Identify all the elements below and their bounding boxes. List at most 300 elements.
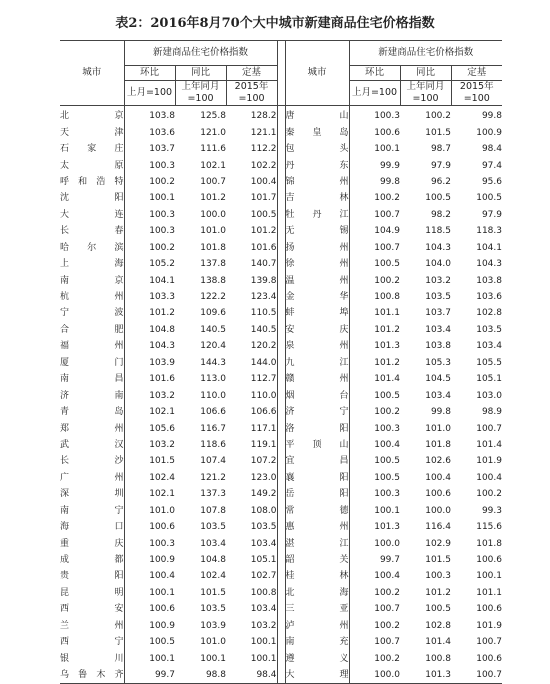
fixed-value: 115.6: [476, 522, 502, 533]
mom-value: 100.9: [149, 555, 175, 566]
city-name: 北海: [285, 585, 349, 601]
table-row: [60, 256, 502, 272]
yoy-value: 103.4: [425, 324, 451, 335]
yoy-value: 137.8: [200, 259, 226, 270]
mom-value: 103.7: [149, 144, 175, 155]
table-row: [60, 322, 502, 338]
fixed-value: 100.6: [476, 604, 502, 615]
yoy-value: 98.2: [430, 209, 451, 220]
city-name: 昆明: [60, 585, 124, 601]
fixed-value: 149.2: [250, 489, 277, 500]
city-name: 遵义: [285, 650, 349, 666]
fixed-value: 102.7: [250, 571, 277, 582]
yoy-value: 144.3: [200, 357, 226, 368]
city-name: 杭州: [60, 289, 124, 305]
yoy-value: 120.4: [200, 341, 226, 352]
column-gap: [277, 124, 285, 140]
mom-header-right: 环比: [349, 66, 400, 81]
fixed-value: 112.2: [250, 144, 277, 155]
fixed-value: 104.3: [476, 259, 502, 270]
mom-value: 102.1: [149, 407, 175, 418]
yoy-value: 101.0: [200, 226, 226, 237]
mom-value: 103.6: [149, 127, 175, 138]
yoy-value: 98.8: [175, 667, 226, 684]
table-row: [60, 272, 502, 288]
fixed-value: 104.1: [476, 242, 502, 253]
fixed-value: 100.1: [250, 653, 277, 664]
mom-value: 100.1: [149, 193, 175, 204]
table-row: [60, 157, 502, 173]
yoy-value: 103.4: [200, 538, 226, 549]
yoy-value: 101.2: [425, 587, 451, 598]
fixed-value: 106.6: [250, 407, 277, 418]
fixed-value: 101.1: [476, 587, 502, 598]
city-name: 九江: [285, 355, 349, 371]
column-gap: [277, 667, 285, 684]
city-header-right: 城市: [285, 41, 349, 106]
city-name: 宜昌: [285, 453, 349, 469]
mom-value: 100.0: [349, 667, 400, 684]
mom-value: 100.5: [374, 390, 400, 401]
city-name: 温州: [285, 272, 349, 288]
fixed-value: 98.9: [481, 407, 502, 418]
city-name: 呼和浩特: [60, 174, 124, 190]
column-gap: [277, 305, 285, 321]
yoy-value: 110.0: [200, 390, 226, 401]
city-name: 海口: [60, 519, 124, 535]
city-name: 烟台: [285, 387, 349, 403]
city-name: 大连: [60, 207, 124, 223]
table-row: [60, 207, 502, 223]
mom-value: 104.3: [149, 341, 175, 352]
column-gap: [277, 41, 285, 106]
mom-value: 99.9: [379, 160, 400, 171]
fixed-value: 95.6: [481, 176, 502, 187]
city-name: 西宁: [60, 634, 124, 650]
yoy-value: 100.5: [425, 193, 451, 204]
column-gap: [277, 272, 285, 288]
column-gap: [277, 223, 285, 239]
city-name: 金华: [285, 289, 349, 305]
yoy-header-left: 同比: [175, 66, 226, 81]
column-gap: [277, 453, 285, 469]
city-name: 徐州: [285, 256, 349, 272]
yoy-value: 107.8: [200, 505, 226, 516]
mom-value: 100.5: [374, 259, 400, 270]
mom-value: 100.3: [374, 489, 400, 500]
fixed-value: 100.6: [476, 555, 502, 566]
fixed-value: 118.3: [476, 226, 502, 237]
fixed-value: 98.4: [226, 667, 277, 684]
mom-value: 103.2: [149, 390, 175, 401]
city-name: 岳阳: [285, 486, 349, 502]
table-row: [60, 503, 502, 519]
fixed-value: 100.2: [476, 489, 502, 500]
mom-value: 100.2: [374, 275, 400, 286]
column-gap: [277, 207, 285, 223]
fixed-value: 100.5: [476, 193, 502, 204]
table-row: [60, 305, 502, 321]
city-name: 洛阳: [285, 420, 349, 436]
yoy-value: 100.1: [200, 653, 226, 664]
city-name: 福州: [60, 338, 124, 354]
yoy-value: 113.0: [200, 374, 226, 385]
table-row: [60, 535, 502, 551]
yoy-value: 101.8: [200, 242, 226, 253]
fixed-value: 110.0: [250, 390, 277, 401]
fixed-value: 100.1: [250, 637, 277, 648]
table-row: [60, 634, 502, 650]
yoy-value: 100.5: [425, 604, 451, 615]
fixed-value: 103.0: [476, 390, 502, 401]
yoy-value: 102.4: [200, 571, 226, 582]
yoy-value: 101.0: [200, 637, 226, 648]
yoy-value: 103.7: [425, 308, 451, 319]
fixed-value: 101.7: [250, 193, 277, 204]
table-row: [60, 240, 502, 256]
mom-value: 100.7: [374, 637, 400, 648]
mom-value: 100.7: [374, 209, 400, 220]
column-gap: [277, 601, 285, 617]
mom-value: 100.7: [374, 604, 400, 615]
yoy-value: 98.7: [430, 144, 451, 155]
yoy-value: 100.0: [425, 505, 451, 516]
mom-value: 101.4: [374, 374, 400, 385]
city-name: 北京: [60, 106, 124, 125]
fixed-value: 103.8: [476, 275, 502, 286]
table-row: [60, 667, 502, 684]
yoy-value: 101.5: [200, 587, 226, 598]
column-gap: [277, 535, 285, 551]
yoy-value: 101.4: [425, 637, 451, 648]
mom-value: 100.3: [149, 160, 175, 171]
city-name: 唐山: [285, 106, 349, 125]
column-gap: [277, 568, 285, 584]
mom-value: 104.8: [149, 324, 175, 335]
fixed-value: 100.7: [451, 667, 502, 684]
fixed-value: 117.1: [250, 423, 277, 434]
mom-value: 100.9: [149, 620, 175, 631]
index-group-header-right: 新建商品住宅价格指数: [349, 41, 502, 66]
yoy-value: 104.3: [425, 242, 451, 253]
mom-value: 101.2: [149, 308, 175, 319]
fixed-value: 100.4: [476, 472, 502, 483]
city-name: 惠州: [285, 519, 349, 535]
table-row: [60, 519, 502, 535]
yoy-value: 111.6: [200, 144, 226, 155]
yoy-value: 118.5: [425, 226, 451, 237]
column-gap: [277, 106, 285, 125]
yoy-value: 99.8: [430, 407, 451, 418]
table-row: [60, 174, 502, 190]
fixed-value: 97.9: [481, 209, 502, 220]
yoy-value: 106.6: [200, 407, 226, 418]
table-row: [60, 371, 502, 387]
mom-value: 103.2: [149, 439, 175, 450]
mom-base-right: 上月=100: [349, 81, 400, 106]
yoy-value: 103.8: [425, 341, 451, 352]
fixed-value: 100.1: [476, 571, 502, 582]
fixed-value: 101.8: [476, 538, 502, 549]
mom-value: 100.1: [149, 653, 175, 664]
mom-value: 100.1: [149, 587, 175, 598]
fixed-value: 100.9: [476, 127, 502, 138]
column-gap: [277, 240, 285, 256]
table-row: [60, 190, 502, 206]
mom-value: 105.2: [149, 259, 175, 270]
mom-value: 100.2: [374, 620, 400, 631]
yoy-value: 121.2: [200, 472, 226, 483]
yoy-value: 103.9: [200, 620, 226, 631]
fixed-value: 100.6: [476, 653, 502, 664]
city-name: 襄阳: [285, 470, 349, 486]
yoy-value: 103.5: [425, 292, 451, 303]
city-name: 平顶山: [285, 437, 349, 453]
yoy-value: 116.4: [425, 522, 451, 533]
yoy-value: 140.5: [200, 324, 226, 335]
fixed-value: 100.8: [250, 587, 277, 598]
mom-value: 100.6: [149, 604, 175, 615]
city-name: 锦州: [285, 174, 349, 190]
mom-base-left: 上月=100: [124, 81, 175, 106]
fixed-value: 123.4: [250, 292, 277, 303]
column-gap: [277, 371, 285, 387]
table-row: [60, 289, 502, 305]
mom-value: 99.8: [379, 176, 400, 187]
fixed-value: 101.9: [476, 456, 502, 467]
mom-value: 100.6: [374, 127, 400, 138]
fixed-value: 103.4: [476, 341, 502, 352]
mom-value: 100.2: [374, 407, 400, 418]
city-name: 桂林: [285, 568, 349, 584]
fixed-value: 99.8: [481, 111, 502, 122]
city-name: 湛江: [285, 535, 349, 551]
city-name: 泸州: [285, 618, 349, 634]
mom-value: 100.2: [149, 176, 175, 187]
fixed-value: 103.4: [250, 538, 277, 549]
table-row: [60, 355, 502, 371]
city-name: 郑州: [60, 420, 124, 436]
yoy-value: 96.2: [430, 176, 451, 187]
yoy-value: 122.2: [200, 292, 226, 303]
table-row: [60, 585, 502, 601]
city-name: 沈阳: [60, 190, 124, 206]
city-name: 成都: [60, 552, 124, 568]
yoy-value: 102.8: [425, 620, 451, 631]
city-name: 南宁: [60, 503, 124, 519]
fixed-value: 105.5: [476, 357, 502, 368]
yoy-value: 102.9: [425, 538, 451, 549]
fixed-value: 103.4: [250, 604, 277, 615]
fixed-value: 105.1: [476, 374, 502, 385]
mom-value: 101.0: [149, 505, 175, 516]
city-name: 青岛: [60, 404, 124, 420]
yoy-value: 103.5: [200, 604, 226, 615]
yoy-value: 121.0: [200, 127, 226, 138]
column-gap: [277, 437, 285, 453]
column-gap: [277, 256, 285, 272]
mom-value: 100.3: [149, 538, 175, 549]
yoy-value: 102.1: [200, 160, 226, 171]
yoy-value: 100.6: [425, 489, 451, 500]
table-row: [60, 404, 502, 420]
fixed-value: 103.2: [250, 620, 277, 631]
fixed-value: 99.3: [481, 505, 502, 516]
table-row: [60, 568, 502, 584]
yoy-value: 104.5: [425, 374, 451, 385]
yoy-value: 100.2: [425, 111, 451, 122]
mom-value: 101.6: [149, 374, 175, 385]
index-group-header-left: 新建商品住宅价格指数: [124, 41, 277, 66]
yoy-base-right: 上年同月=100: [400, 81, 451, 106]
mom-value: 102.4: [149, 472, 175, 483]
table-row: [60, 601, 502, 617]
table-row: [60, 552, 502, 568]
mom-value: 102.1: [149, 489, 175, 500]
mom-value: 101.5: [149, 456, 175, 467]
column-gap: [277, 157, 285, 173]
fixed-value: 105.1: [250, 555, 277, 566]
column-gap: [277, 338, 285, 354]
fixed-value: 140.7: [250, 259, 277, 270]
yoy-value: 101.3: [400, 667, 451, 684]
city-name: 三亚: [285, 601, 349, 617]
mom-value: 100.2: [374, 587, 400, 598]
city-name: 常德: [285, 503, 349, 519]
mom-value: 101.3: [374, 341, 400, 352]
fixed-value: 108.0: [250, 505, 277, 516]
mom-value: 103.3: [149, 292, 175, 303]
table-row: [60, 106, 502, 125]
yoy-value: 97.9: [430, 160, 451, 171]
city-name: 西安: [60, 601, 124, 617]
column-gap: [277, 404, 285, 420]
yoy-value: 107.4: [200, 456, 226, 467]
city-name: 上海: [60, 256, 124, 272]
city-name: 厦门: [60, 355, 124, 371]
column-gap: [277, 470, 285, 486]
city-name: 包头: [285, 141, 349, 157]
fixed-value: 110.5: [250, 308, 277, 319]
column-gap: [277, 420, 285, 436]
mom-value: 100.1: [374, 144, 400, 155]
fixed-value: 102.8: [476, 308, 502, 319]
mom-value: 104.9: [374, 226, 400, 237]
yoy-value: 116.7: [200, 423, 226, 434]
city-name: 合肥: [60, 322, 124, 338]
city-name: 贵阳: [60, 568, 124, 584]
mom-value: 100.3: [374, 423, 400, 434]
city-name: 扬州: [285, 240, 349, 256]
table-row: [60, 141, 502, 157]
fixed-value: 101.6: [250, 242, 277, 253]
yoy-value: 103.5: [200, 522, 226, 533]
city-name: 广州: [60, 470, 124, 486]
column-gap: [277, 141, 285, 157]
city-name: 兰州: [60, 618, 124, 634]
table-row: [60, 618, 502, 634]
mom-value: 100.3: [149, 209, 175, 220]
yoy-value: 104.0: [425, 259, 451, 270]
city-name: 重庆: [60, 535, 124, 551]
city-name: 乌鲁木齐: [60, 667, 124, 684]
mom-value: 101.1: [374, 308, 400, 319]
yoy-value: 100.8: [425, 653, 451, 664]
mom-value: 99.7: [124, 667, 175, 684]
table-row: [60, 387, 502, 403]
city-name: 石家庄: [60, 141, 124, 157]
city-name: 深圳: [60, 486, 124, 502]
table-row: [60, 338, 502, 354]
mom-value: 100.2: [149, 242, 175, 253]
mom-value: 100.5: [149, 637, 175, 648]
city-name: 南昌: [60, 371, 124, 387]
yoy-value: 101.5: [425, 127, 451, 138]
price-index-table: [60, 40, 502, 684]
city-name: 大理: [285, 667, 349, 684]
fixed-value: 100.7: [476, 423, 502, 434]
city-header-left: 城市: [60, 41, 124, 106]
mom-value: 100.1: [374, 505, 400, 516]
column-gap: [277, 289, 285, 305]
city-name: 南充: [285, 634, 349, 650]
column-gap: [277, 387, 285, 403]
fixed-value: 107.2: [250, 456, 277, 467]
mom-value: 103.8: [149, 111, 175, 122]
fixed-value: 100.5: [250, 209, 277, 220]
yoy-value: 101.5: [425, 555, 451, 566]
mom-value: 105.6: [149, 423, 175, 434]
mom-value: 100.3: [374, 111, 400, 122]
yoy-header-right: 同比: [400, 66, 451, 81]
mom-value: 100.3: [149, 226, 175, 237]
mom-value: 100.4: [149, 571, 175, 582]
city-name: 济宁: [285, 404, 349, 420]
mom-value: 103.9: [149, 357, 175, 368]
mom-value: 101.2: [374, 357, 400, 368]
yoy-value: 101.8: [425, 439, 451, 450]
city-name: 吉林: [285, 190, 349, 206]
yoy-value: 118.6: [200, 439, 226, 450]
fixed-header-right: 定基: [451, 66, 502, 81]
table-row: [60, 420, 502, 436]
city-name: 韶关: [285, 552, 349, 568]
column-gap: [277, 486, 285, 502]
city-name: 泉州: [285, 338, 349, 354]
mom-value: 100.4: [374, 571, 400, 582]
yoy-base-left: 上年同月=100: [175, 81, 226, 106]
column-gap: [277, 322, 285, 338]
table-title: 表2：2016年8月70个大中城市新建商品住宅价格指数: [115, 16, 435, 31]
mom-value: 100.7: [374, 242, 400, 253]
city-name: 南京: [60, 272, 124, 288]
city-name: 赣州: [285, 371, 349, 387]
city-name: 银川: [60, 650, 124, 666]
table-row: [60, 124, 502, 140]
mom-value: 99.7: [379, 555, 400, 566]
fixed-value: 112.7: [250, 374, 277, 385]
city-name: 武汉: [60, 437, 124, 453]
city-name: 济南: [60, 387, 124, 403]
yoy-value: 100.3: [425, 571, 451, 582]
yoy-value: 109.6: [200, 308, 226, 319]
fixed-value: 100.7: [476, 637, 502, 648]
city-name: 安庆: [285, 322, 349, 338]
yoy-value: 100.7: [200, 176, 226, 187]
city-name: 天津: [60, 124, 124, 140]
city-name: 太原: [60, 157, 124, 173]
fixed-value: 100.4: [250, 176, 277, 187]
